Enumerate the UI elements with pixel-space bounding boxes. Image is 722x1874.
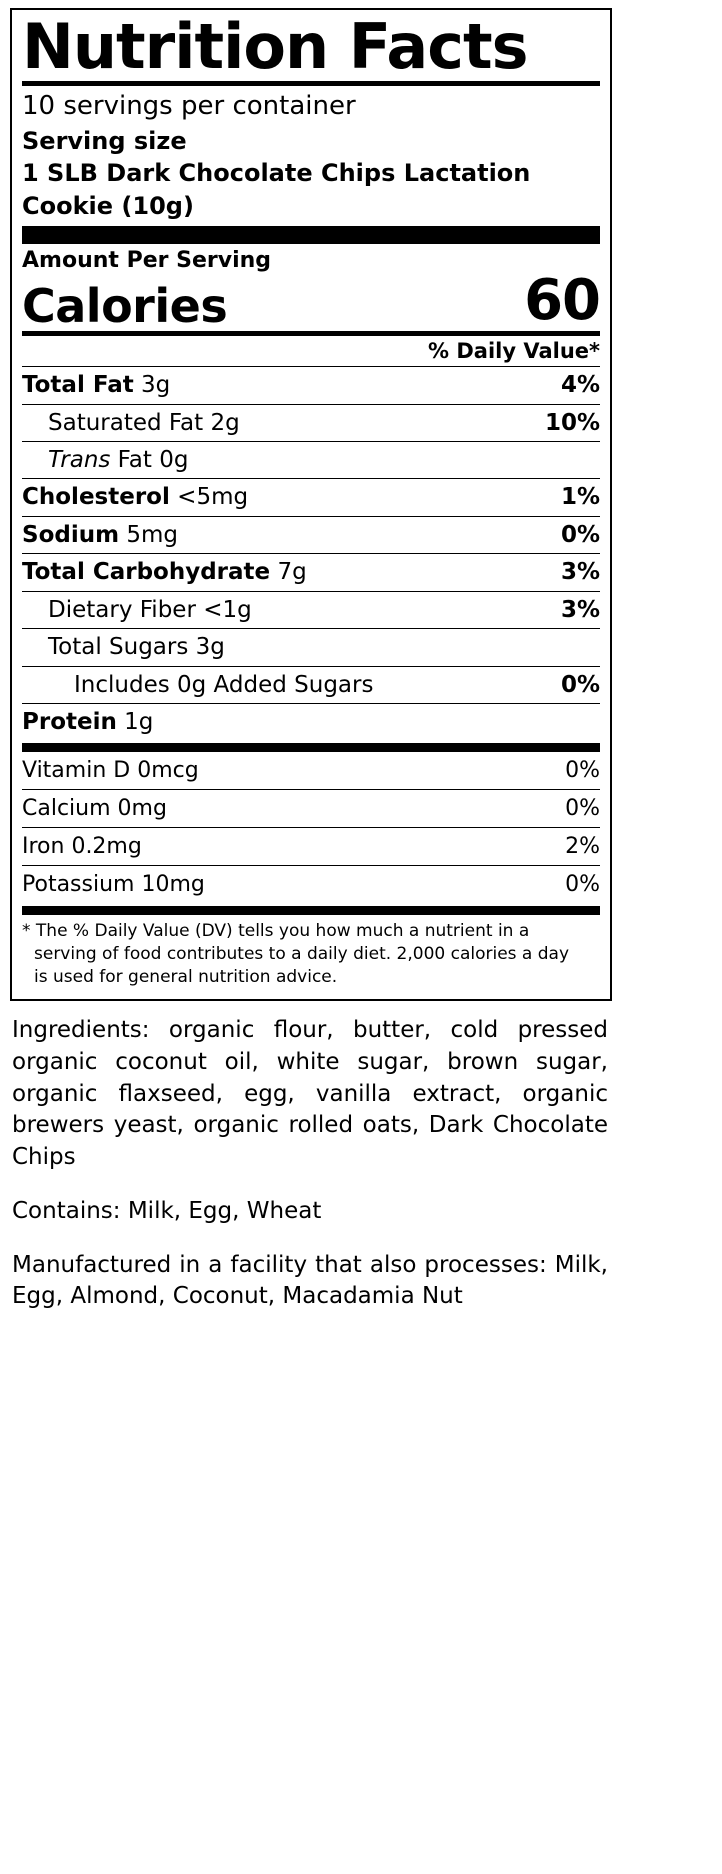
calories-value: 60 <box>524 268 600 334</box>
nutrient-name: Cholesterol <box>22 484 170 511</box>
divider-thick-footnote <box>22 906 600 915</box>
nutrient-name: Dietary Fiber <box>48 596 196 623</box>
ingredients-list: Ingredients: organic flour, butter, cold pressed organic coconut oil, white sugar, brown sugar, organic flaxseed, egg, vanilla extract, organic brewers yeast, organic rolled oats, Dark Chocolate Chips <box>12 1017 608 1171</box>
nutrient-dv: 1% <box>560 484 600 511</box>
vitamin-row-potassium <box>22 866 600 903</box>
nutrient-dv: 0% <box>560 521 600 548</box>
footnote-line-1: * The % Daily Value (DV) tells you how much a nutrient in a <box>22 921 530 942</box>
nutrient-amount: 5mg <box>126 521 179 548</box>
allergen-facility: Manufactured in a facility that also processes: Milk, Egg, Almond, Coconut, Macadamia Nut <box>12 1251 608 1310</box>
daily-value-header: % Daily Value* <box>428 339 600 364</box>
amount-per-serving-label: Amount Per Serving <box>22 248 272 274</box>
calories-label: Calories <box>22 279 228 334</box>
footnote-line-2: serving of food contributes to a daily diet. 2,000 calories a day <box>34 944 570 965</box>
nutrient-name: Includes 0g Added Sugars <box>74 671 374 698</box>
nutrient-dv: 0% <box>560 671 600 698</box>
vitamin-name: Calcium 0mg <box>22 796 167 822</box>
nutrient-name: Protein <box>22 709 117 735</box>
nutrient-amount: <5mg <box>177 484 249 511</box>
vitamin-dv: 0% <box>565 796 600 822</box>
nutrient-row-total-sugars <box>22 629 600 665</box>
nutrient-amount: 7g <box>277 559 307 586</box>
nutrient-name: Total Fat <box>22 372 134 399</box>
serving-size-label: Serving size <box>22 126 187 155</box>
nutrient-row-total-fat <box>22 367 600 403</box>
footnote-line-3: is used for general nutrition advice. <box>34 967 338 988</box>
nutrient-row-added-sugars <box>22 667 600 703</box>
nutrient-row-protein <box>22 704 600 740</box>
nutrient-amount: 3g <box>141 372 171 399</box>
nutrient-row-trans-fat: Trans Fat 0g <box>48 446 189 473</box>
vitamin-dv: 0% <box>565 758 600 784</box>
divider-thick-vitamins <box>22 743 600 752</box>
nutrition-facts-panel <box>10 8 612 1001</box>
nutrient-dv: 3% <box>560 559 600 586</box>
daily-value-footnote <box>22 915 600 991</box>
nutrient-row-saturated-fat <box>22 405 600 441</box>
servings-per-container: 10 servings per container <box>22 91 356 122</box>
nutrient-dv: 3% <box>560 596 600 623</box>
vitamin-dv: 2% <box>565 834 600 860</box>
ingredients-section <box>10 1001 610 1313</box>
nutrient-amount: 2g <box>210 409 240 436</box>
nutrient-row-cholesterol <box>22 479 600 515</box>
nutrient-amount: 0g <box>159 446 189 473</box>
nutrient-name: Total Carbohydrate <box>22 559 271 586</box>
nutrient-row-sodium <box>22 517 600 553</box>
nutrient-amount: <1g <box>203 596 252 623</box>
vitamin-row-calcium <box>22 790 600 827</box>
vitamin-dv: 0% <box>565 872 600 898</box>
nutrient-name-italic: Trans <box>48 446 111 473</box>
divider-thick-top <box>22 226 600 244</box>
page-title: Nutrition Facts <box>22 10 528 83</box>
nutrient-amount: 3g <box>195 634 225 661</box>
nutrient-row-total-carbohydrate <box>22 554 600 590</box>
vitamin-row-vitamin-d <box>22 752 600 789</box>
nutrient-dv: 10% <box>544 409 600 436</box>
serving-size-value: 1 SLB Dark Chocolate Chips Lactation Cookie (10g) <box>22 159 531 220</box>
calories-row <box>22 268 600 334</box>
nutrient-amount: 1g <box>124 709 154 735</box>
nutrient-dv: 4% <box>560 372 600 399</box>
vitamin-name: Potassium 10mg <box>22 872 205 898</box>
vitamin-name: Vitamin D 0mcg <box>22 758 199 784</box>
nutrient-name: Sodium <box>22 521 120 548</box>
vitamin-name: Iron 0.2mg <box>22 834 142 860</box>
nutrient-name: Saturated Fat <box>48 409 204 436</box>
allergen-contains: Contains: Milk, Egg, Wheat <box>12 1197 322 1224</box>
nutrient-name: Total Sugars <box>48 634 189 661</box>
nutrient-row-dietary-fiber <box>22 592 600 628</box>
vitamin-row-iron <box>22 828 600 865</box>
